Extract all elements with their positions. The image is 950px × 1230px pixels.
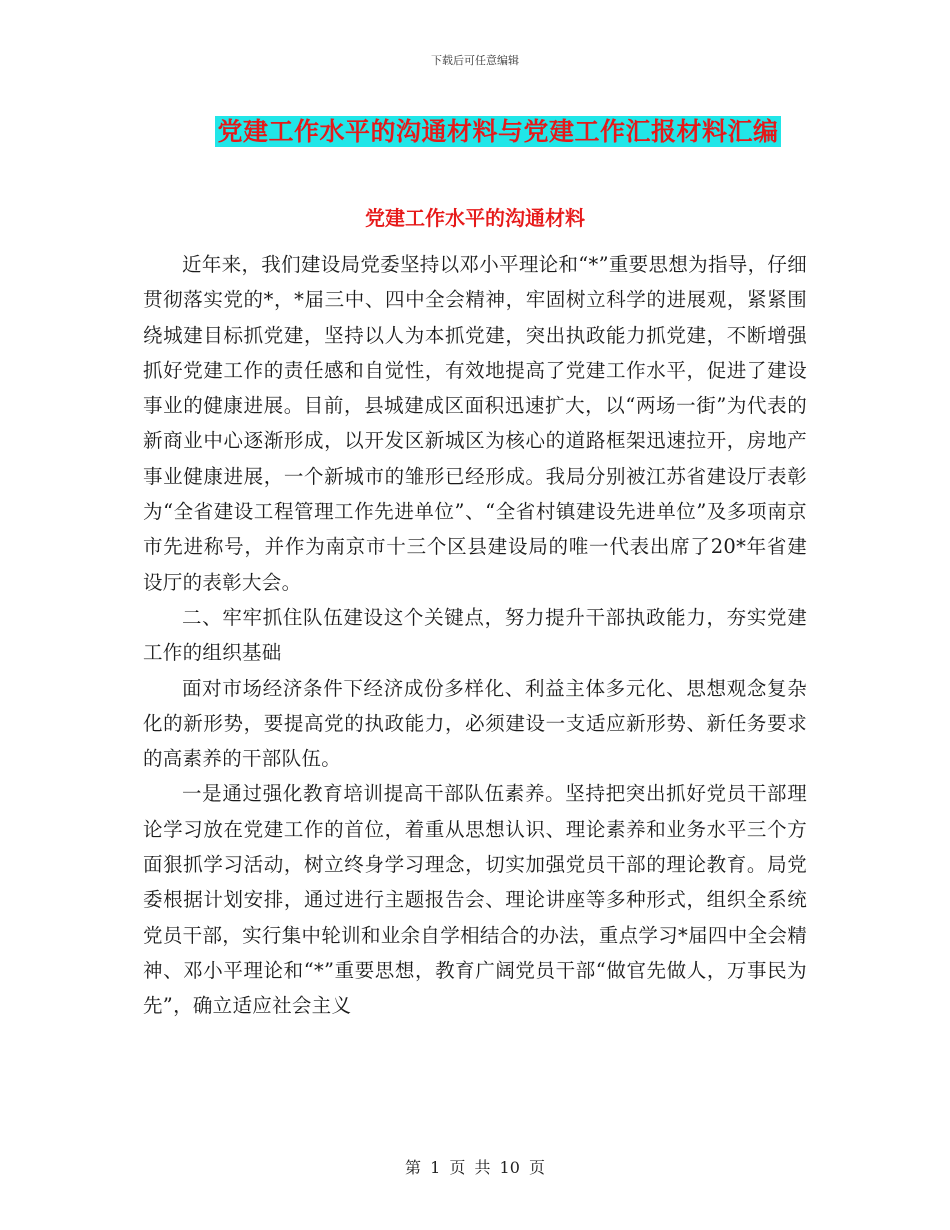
paragraph: 面对市场经济条件下经济成份多样化、利益主体多元化、思想观念复杂化的新形势，要提高党的执政能力，必须建设一支适应新形势、新任务要求的高素养的干部队伍。 bbox=[143, 676, 807, 771]
page-number: 第 1 页 共 10 页 bbox=[405, 1158, 545, 1177]
document-body bbox=[143, 247, 807, 1024]
paragraph: 二、牢牢抓住队伍建设这个关键点，努力提升干部执政能力，夯实党建工作的组织基础 bbox=[143, 605, 807, 665]
document-title bbox=[0, 112, 950, 148]
section-title: 党建工作水平的沟通材料 bbox=[365, 206, 585, 230]
paragraph: 近年来，我们建设局党委坚持以邓小平理论和“*”重要思想为指导，仔细贯彻落实党的*，*届三中、四中全会精神，牢固树立科学的进展观，紧紧围绕城建目标抓党建，坚持以人为本抓党建，突出执政能力抓党建，不断增强抓好党建工作的责任感和自觉性，有效地提高了党建工作水平，促进了建设事业的健康进展。目前，县城建成区面积迅速扩大，以“两场一街”为代表的新商业中心逐渐形成，以开发区新城区为核心的道路框架迅速拉开，房地产事业健康进展，一个新城市的雏形已经形成。我局分别被江苏省建设厅表彰为“全省建设工程管理工作先进单位”、“全省村镇建设先进单位”及多项南京市先进称号，并作为南京市十三个区县建设局的唯一代表出席了20*年省建设厅的表彰大会。 bbox=[143, 253, 807, 594]
paragraph: 一是通过强化教育培训提高干部队伍素养。坚持把突出抓好党员干部理论学习放在党建工作的首位，着重从思想认识、理论素养和业务水平三个方面狠抓学习活动，树立终身学习理念，切实加强党员干部的理论教育。局党委根据计划安排，通过进行主题报告会、理论讲座等多种形式，组织全系统党员干部，实行集中轮训和业余自学相结合的办法，重点学习*届四中全会精神、邓小平理论和“*”重要思想，教育广阔党员干部“做官先做人，万事民为先”，确立适应社会主义 bbox=[143, 782, 807, 1018]
header-note: 下载后可任意编辑 bbox=[431, 54, 519, 67]
document-title-text: 党建工作水平的沟通材料与党建工作汇报材料汇编 bbox=[217, 117, 779, 146]
